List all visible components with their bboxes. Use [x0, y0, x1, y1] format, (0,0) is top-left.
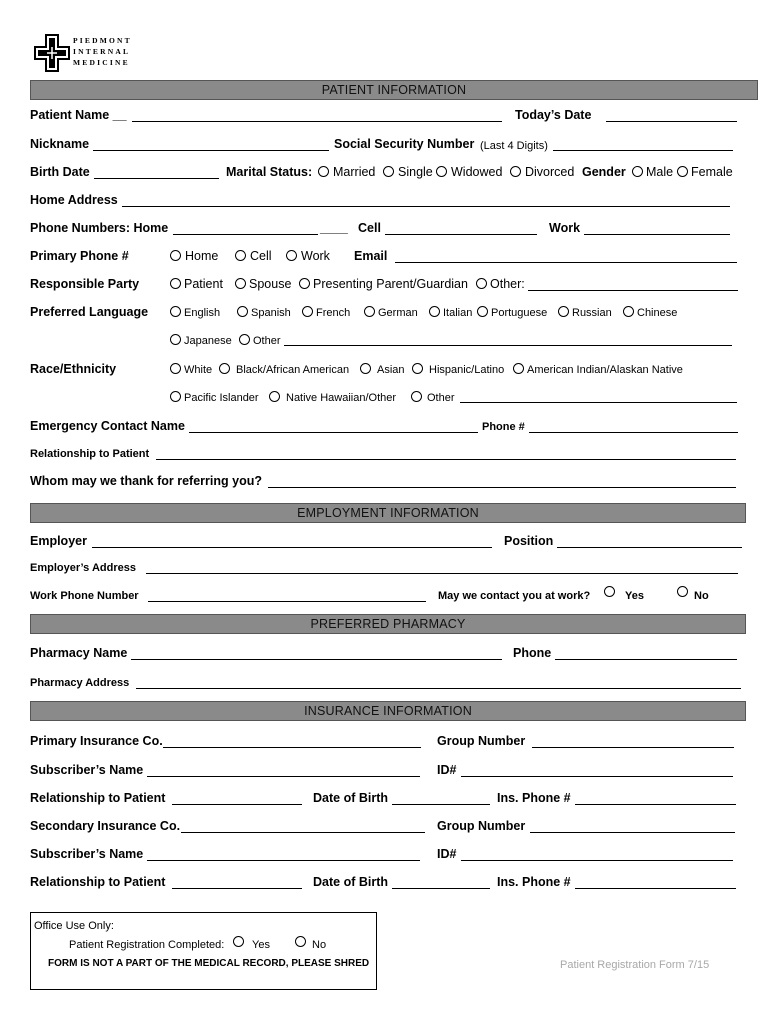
dob-2-field[interactable] — [392, 888, 490, 889]
employer-label: Employer — [30, 534, 87, 548]
work-phone-field[interactable] — [148, 601, 426, 602]
responsible-parent-radio[interactable] — [299, 278, 310, 289]
section-title-insurance: INSURANCE INFORMATION — [304, 704, 472, 718]
ins-phone-2-field[interactable] — [575, 888, 736, 889]
responsible-spouse-radio[interactable] — [235, 278, 246, 289]
section-bar-pharmacy — [30, 614, 746, 634]
office-use-box — [30, 912, 377, 990]
responsible-patient-radio[interactable] — [170, 278, 181, 289]
race-option-pacific-islander: Pacific Islander — [184, 392, 259, 404]
marital-divorced-radio[interactable] — [510, 166, 521, 177]
responsible-other-radio[interactable] — [476, 278, 487, 289]
logo-line-3: MEDICINE — [73, 58, 130, 67]
employer-address-field[interactable] — [146, 573, 738, 574]
primary-option-cell: Cell — [250, 249, 272, 263]
contact-no-label: No — [694, 590, 709, 602]
office-yes-radio[interactable] — [233, 936, 244, 947]
referral-field[interactable] — [268, 487, 736, 488]
patient-name-label: Patient Name __ — [30, 108, 127, 122]
language-other-field[interactable] — [284, 345, 732, 346]
secondary-insurance-label: Secondary Insurance Co. — [30, 819, 181, 833]
group-number-field[interactable] — [532, 747, 734, 748]
dob-label: Date of Birth — [313, 791, 388, 805]
race-label: Race/Ethnicity — [30, 362, 117, 376]
office-yes-label: Yes — [252, 939, 270, 951]
language-option-english: English — [184, 307, 221, 319]
cross-logo-icon — [34, 34, 70, 72]
id-2-field[interactable] — [461, 860, 733, 861]
marital-option-single: Single — [398, 165, 433, 179]
language-russian-radio[interactable] — [558, 306, 569, 317]
pharmacy-name-field[interactable] — [131, 659, 502, 660]
position-field[interactable] — [557, 547, 742, 548]
office-no-label: No — [312, 939, 327, 951]
email-label: Email — [354, 249, 388, 263]
birth-date-field[interactable] — [94, 178, 219, 179]
work-label: Work — [549, 221, 581, 235]
marital-option-married: Married — [333, 165, 376, 179]
language-spanish-radio[interactable] — [237, 306, 248, 317]
dob-2-label: Date of Birth — [313, 875, 388, 889]
ssn-hint: (Last 4 Digits) — [480, 140, 548, 152]
language-option-italian: Italian — [443, 307, 473, 319]
pharmacy-phone-field[interactable] — [555, 659, 737, 660]
contact-no-radio[interactable] — [677, 586, 688, 597]
pharmacy-address-label: Pharmacy Address — [30, 677, 130, 689]
marital-married-radio[interactable] — [318, 166, 329, 177]
race-native-hawaiian-radio[interactable] — [269, 391, 280, 402]
work-phone-label: Work Phone Number — [30, 590, 139, 602]
ins-relationship-2-label: Relationship to Patient — [30, 875, 166, 889]
language-portuguese-radio[interactable] — [477, 306, 488, 317]
language-option-russian: Russian — [572, 307, 612, 319]
section-bar-employment — [30, 503, 746, 523]
office-no-radio[interactable] — [295, 936, 306, 947]
preferred-language-label: Preferred Language — [30, 305, 149, 319]
registration-completed-label: Patient Registration Completed: — [69, 939, 225, 951]
subscriber-name-label: Subscriber’s Name — [30, 763, 144, 777]
emergency-phone-field[interactable] — [529, 432, 738, 433]
emergency-contact-field[interactable] — [189, 432, 478, 433]
gender-female-radio[interactable] — [677, 166, 688, 177]
marital-option-widowed: Widowed — [451, 165, 503, 179]
contact-at-work-label: May we contact you at work? — [438, 590, 591, 602]
relationship-label: Relationship to Patient — [30, 448, 150, 460]
primary-cell-radio[interactable] — [235, 250, 246, 261]
gender-option-male: Male — [646, 165, 674, 179]
responsible-party-label: Responsible Party — [30, 277, 140, 291]
primary-work-radio[interactable] — [286, 250, 297, 261]
email-field[interactable] — [395, 262, 737, 263]
patient-name-field[interactable] — [132, 121, 502, 122]
relationship-field[interactable] — [156, 459, 736, 460]
primary-option-work: Work — [301, 249, 330, 263]
section-title-pharmacy: PREFERRED PHARMACY — [310, 617, 466, 631]
language-option-spanish: Spanish — [251, 307, 291, 319]
phone-home-field[interactable] — [173, 234, 318, 235]
race-other-radio[interactable] — [411, 391, 422, 402]
ins-phone-2-label: Ins. Phone # — [497, 875, 571, 889]
race-other-field[interactable] — [460, 402, 737, 403]
ins-phone-field[interactable] — [575, 804, 736, 805]
language-option-other: Other — [253, 335, 281, 347]
todays-date-field[interactable] — [606, 121, 737, 122]
emergency-contact-label: Emergency Contact Name — [30, 419, 185, 433]
marital-single-radio[interactable] — [383, 166, 394, 177]
office-use-title: Office Use Only: — [34, 920, 114, 932]
id-field[interactable] — [461, 776, 733, 777]
language-option-japanese: Japanese — [184, 335, 232, 347]
primary-insurance-field[interactable] — [163, 747, 421, 748]
race-white-radio[interactable] — [170, 363, 181, 374]
home-address-field[interactable] — [122, 206, 730, 207]
home-address-label: Home Address — [30, 193, 118, 207]
responsible-option-other: Other: — [490, 277, 525, 291]
responsible-option-patient: Patient — [184, 277, 223, 291]
employer-field[interactable] — [92, 547, 492, 548]
marital-widowed-radio[interactable] — [436, 166, 447, 177]
ssn-label: Social Security Number — [334, 137, 475, 151]
marital-status-label: Marital Status: — [226, 165, 313, 179]
logo-line-1: PIEDMONT — [73, 36, 132, 45]
group-number-2-label: Group Number — [437, 819, 526, 833]
nickname-field[interactable] — [93, 150, 329, 151]
race-option-black: Black/African American — [236, 364, 350, 376]
race-hispanic-radio[interactable] — [412, 363, 423, 374]
secondary-insurance-field[interactable] — [181, 832, 425, 833]
responsible-option-spouse: Spouse — [249, 277, 292, 291]
section-bar-insurance — [30, 701, 746, 721]
language-italian-radio[interactable] — [429, 306, 440, 317]
id-label: ID# — [437, 763, 457, 777]
race-asian-radio[interactable] — [360, 363, 371, 374]
id-2-label: ID# — [437, 847, 457, 861]
language-option-german: German — [378, 307, 418, 319]
nickname-label: Nickname — [30, 137, 90, 151]
race-option-american-indian: American Indian/Alaskan Native — [527, 364, 683, 376]
language-english-radio[interactable] — [170, 306, 181, 317]
language-japanese-radio[interactable] — [170, 334, 181, 345]
logo-line-2: INTERNAL — [73, 47, 131, 56]
race-option-other: Other — [427, 392, 455, 404]
pharmacy-address-field[interactable] — [136, 688, 741, 689]
race-american-indian-radio[interactable] — [513, 363, 524, 374]
logo — [34, 34, 134, 74]
language-option-chinese: Chinese — [637, 307, 678, 319]
emergency-phone-label: Phone # — [482, 421, 525, 433]
contact-yes-radio[interactable] — [604, 586, 615, 597]
ins-relationship-label: Relationship to Patient — [30, 791, 166, 805]
responsible-option-parent: Presenting Parent/Guardian — [313, 277, 468, 291]
todays-date-label: Today’s Date — [515, 108, 592, 122]
subscriber-name-2-label: Subscriber’s Name — [30, 847, 144, 861]
group-number-label: Group Number — [437, 734, 526, 748]
phone-home-label: Phone Numbers: Home — [30, 221, 169, 235]
language-german-radio[interactable] — [364, 306, 375, 317]
group-number-2-field[interactable] — [530, 832, 735, 833]
form-footer: Patient Registration Form 7/15 — [560, 959, 710, 971]
position-label: Position — [504, 534, 554, 548]
ins-phone-label: Ins. Phone # — [497, 791, 571, 805]
primary-insurance-label: Primary Insurance Co. — [30, 734, 163, 748]
gender-label: Gender — [582, 165, 626, 179]
work-field[interactable] — [584, 234, 730, 235]
subscriber-name-field[interactable] — [147, 776, 420, 777]
gender-option-female: Female — [691, 165, 733, 179]
ssn-field[interactable] — [553, 150, 733, 151]
section-title-patient: PATIENT INFORMATION — [321, 83, 467, 97]
shred-notice: FORM IS NOT A PART OF THE MEDICAL RECORD, PLEASE SHRED — [48, 958, 370, 969]
section-bar-patient — [30, 80, 758, 100]
cell-label: Cell — [358, 221, 381, 235]
phone-home-suffix: ____ — [320, 221, 348, 235]
race-option-white: White — [184, 364, 213, 376]
employer-address-label: Employer’s Address — [30, 562, 136, 574]
dob-field[interactable] — [392, 804, 490, 805]
marital-option-divorced: Divorced — [525, 165, 575, 179]
race-option-native-hawaiian: Native Hawaiian/Other — [286, 392, 397, 404]
contact-yes-label: Yes — [625, 590, 644, 602]
language-option-portuguese: Portuguese — [491, 307, 548, 319]
subscriber-name-2-field[interactable] — [147, 860, 420, 861]
race-pacific-islander-radio[interactable] — [170, 391, 181, 402]
language-other-radio[interactable] — [239, 334, 250, 345]
primary-option-home: Home — [185, 249, 219, 263]
pharmacy-phone-label: Phone — [513, 646, 552, 660]
responsible-other-field[interactable] — [528, 290, 738, 291]
language-chinese-radio[interactable] — [623, 306, 634, 317]
race-option-hispanic: Hispanic/Latino — [429, 364, 505, 376]
ins-relationship-field[interactable] — [172, 804, 302, 805]
section-title-employment: EMPLOYMENT INFORMATION — [297, 506, 479, 520]
referral-label: Whom may we thank for referring you? — [30, 474, 262, 488]
race-black-radio[interactable] — [219, 363, 230, 374]
race-option-asian: Asian — [377, 364, 405, 376]
primary-home-radio[interactable] — [170, 250, 181, 261]
primary-phone-label: Primary Phone # — [30, 249, 129, 263]
cell-field[interactable] — [385, 234, 537, 235]
gender-male-radio[interactable] — [632, 166, 643, 177]
language-french-radio[interactable] — [302, 306, 313, 317]
ins-relationship-2-field[interactable] — [172, 888, 302, 889]
birth-date-label: Birth Date — [30, 165, 90, 179]
pharmacy-name-label: Pharmacy Name — [30, 646, 128, 660]
language-option-french: French — [316, 307, 351, 319]
